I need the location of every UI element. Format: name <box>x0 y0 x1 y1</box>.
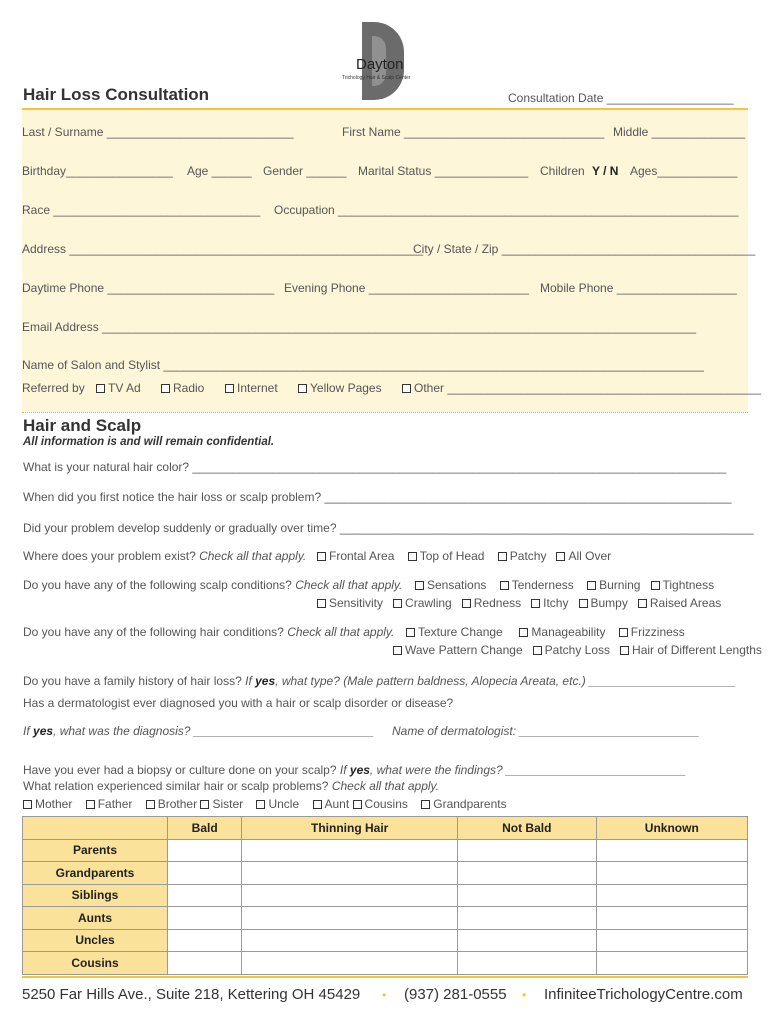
family-history-table <box>22 816 748 975</box>
question-text: Do you have any of the following hair conditions? <box>23 625 284 639</box>
address-row <box>22 242 756 258</box>
birth-row <box>22 164 748 180</box>
checkbox-icon[interactable] <box>317 599 326 608</box>
column-header: Unknown <box>596 817 747 840</box>
family-history-question[interactable]: Do you have a family history of hair loss? If yes, what type? (Male pattern baldness, Alopecia Areata, etc.) ______________________ <box>23 674 736 688</box>
checkbox-icon[interactable] <box>531 599 540 608</box>
table-cell[interactable] <box>596 952 747 975</box>
evening-phone-field[interactable]: Evening Phone ________________________ <box>284 281 529 295</box>
checkbox-icon[interactable] <box>313 800 322 809</box>
checkbox-icon[interactable] <box>317 552 326 561</box>
checkbox-icon[interactable] <box>96 384 105 393</box>
option[interactable]: Tenderness <box>500 578 574 592</box>
table-header-row <box>23 817 748 840</box>
bullet-icon: • <box>382 988 387 1002</box>
table-cell[interactable] <box>457 884 596 907</box>
column-header: Thinning Hair <box>242 817 458 840</box>
marital-status-field[interactable]: Marital Status ______________ <box>358 164 529 178</box>
relation-question: What relation experienced similar hair or scalp problems? Check all that apply. <box>23 779 439 793</box>
checkbox-icon[interactable] <box>408 552 417 561</box>
table-cell[interactable] <box>242 907 458 930</box>
children-label: Children <box>540 164 585 178</box>
option[interactable]: Wave Pattern Change <box>393 643 523 657</box>
table-cell[interactable] <box>457 929 596 952</box>
referral-option[interactable]: Yellow Pages <box>298 381 382 395</box>
table-cell[interactable] <box>168 884 242 907</box>
name-row <box>22 125 748 141</box>
question-text: Do you have any of the following scalp conditions? <box>23 578 292 592</box>
option[interactable]: Frizziness <box>619 625 685 639</box>
checkbox-icon[interactable] <box>225 384 234 393</box>
table-cell[interactable] <box>457 839 596 862</box>
scalp-options-2 <box>317 596 721 610</box>
check-all-note: Check all that apply. <box>199 549 307 563</box>
email-row <box>22 320 748 336</box>
page-title: Hair Loss Consultation <box>23 85 210 104</box>
divider-bottom <box>22 976 748 978</box>
option[interactable]: Itchy <box>531 596 568 610</box>
checkbox-icon[interactable] <box>298 384 307 393</box>
option[interactable]: Cousins <box>353 797 408 811</box>
age-field[interactable]: Age ______ <box>187 164 252 178</box>
table-cell[interactable] <box>242 929 458 952</box>
column-header: Not Bald <box>457 817 596 840</box>
mobile-phone-field[interactable]: Mobile Phone __________________ <box>540 281 737 295</box>
footer-address: 5250 Far Hills Ave., Suite 218, Kettering OH 45429 <box>22 986 361 1003</box>
referral-option[interactable]: TV Ad <box>96 381 141 395</box>
where-question <box>23 549 306 563</box>
notice-question[interactable]: When did you first notice the hair loss or scalp problem? _____________________________________________________________ <box>23 490 732 504</box>
table-cell[interactable] <box>168 929 242 952</box>
option[interactable]: All Over <box>556 549 611 563</box>
logo <box>330 22 440 104</box>
checkbox-icon[interactable] <box>161 384 170 393</box>
option[interactable]: Patchy <box>498 549 547 563</box>
section-title: Hair and Scalp <box>23 416 142 435</box>
option[interactable]: Manageability <box>519 625 605 639</box>
email-field[interactable]: Email Address _________________________________________________________________________________________ <box>22 320 697 334</box>
race-row <box>22 203 748 219</box>
option[interactable]: Father <box>86 797 133 811</box>
footer-website[interactable]: InfiniteeTrichologyCentre.com <box>544 986 743 1003</box>
option[interactable]: Raised Areas <box>638 596 721 610</box>
footer-phone[interactable]: (937) 281-0555 <box>404 986 507 1003</box>
salon-stylist-field[interactable]: Name of Salon and Stylist _________________________________________________________________________________ <box>22 358 704 372</box>
bullet-icon: • <box>522 988 527 1002</box>
column-header: Bald <box>168 817 242 840</box>
option[interactable]: Bumpy <box>579 596 628 610</box>
checkbox-icon[interactable] <box>393 646 402 655</box>
option[interactable]: Sensations <box>415 578 486 592</box>
row-header: Siblings <box>23 884 168 907</box>
row-header: Parents <box>23 839 168 862</box>
divider-dotted <box>22 412 748 413</box>
option[interactable]: Top of Head <box>408 549 485 563</box>
option[interactable]: Redness <box>462 596 521 610</box>
checkbox-icon[interactable] <box>533 646 542 655</box>
dermatologist-question: Has a dermatologist ever diagnosed you with a hair or scalp disorder or disease? <box>23 696 454 710</box>
option[interactable]: Patchy Loss <box>533 643 610 657</box>
checkbox-icon[interactable] <box>619 628 628 637</box>
checkbox-icon[interactable] <box>651 581 660 590</box>
first-name-field[interactable]: First Name ______________________________ <box>342 125 605 139</box>
check-all-note: Check all that apply. <box>331 779 439 793</box>
hair-options-1 <box>406 625 685 639</box>
daytime-phone-field[interactable]: Daytime Phone _________________________ <box>22 281 275 295</box>
table-cell[interactable] <box>596 929 747 952</box>
table-cell[interactable] <box>457 907 596 930</box>
children-yes-no[interactable]: Y / N <box>592 164 619 178</box>
option[interactable]: Texture Change <box>406 625 503 639</box>
phone-row <box>22 281 748 297</box>
option[interactable]: Burning <box>587 578 640 592</box>
option[interactable]: Aunt <box>313 797 350 811</box>
check-all-note: Check all that apply. <box>295 578 403 592</box>
checkbox-icon[interactable] <box>498 552 507 561</box>
referred-by-label: Referred by <box>22 381 85 395</box>
logo-name: Dayton <box>356 56 404 73</box>
table-cell[interactable] <box>168 839 242 862</box>
table-row <box>23 862 748 885</box>
confidential-note: All information is and will remain confidential. <box>23 436 275 448</box>
race-field[interactable]: Race _______________________________ <box>22 203 261 217</box>
checkbox-icon[interactable] <box>587 581 596 590</box>
checkbox-icon[interactable] <box>256 800 265 809</box>
table-corner <box>23 817 168 840</box>
table-row <box>23 839 748 862</box>
table-row <box>23 929 748 952</box>
option[interactable]: Crawling <box>393 596 452 610</box>
checkbox-icon[interactable] <box>146 800 155 809</box>
option[interactable]: Brother <box>146 797 197 811</box>
table-cell[interactable] <box>168 952 242 975</box>
option[interactable]: Hair of Different Lengths <box>620 643 762 657</box>
middle-name-field[interactable]: Middle ______________ <box>613 125 746 139</box>
checkbox-icon[interactable] <box>402 384 411 393</box>
table-cell[interactable] <box>168 862 242 885</box>
scalp-options-1 <box>415 578 714 592</box>
referral-option[interactable]: Radio <box>161 381 204 395</box>
table-cell[interactable] <box>242 862 458 885</box>
occupation-field[interactable]: Occupation ____________________________________________________________ <box>274 203 739 217</box>
table-cell[interactable] <box>242 884 458 907</box>
logo-tagline: Trichology Hair & Scalp Center <box>342 75 411 81</box>
table-cell[interactable] <box>596 884 747 907</box>
option[interactable]: Tightness <box>651 578 715 592</box>
hair-color-question[interactable]: What is your natural hair color? ________________________________________________________________________________ <box>23 460 727 474</box>
table-cell[interactable] <box>242 839 458 862</box>
birthday-field[interactable]: Birthday________________ <box>22 164 173 178</box>
hair-options-2 <box>393 643 762 657</box>
table-cell[interactable] <box>596 839 747 862</box>
option[interactable]: Sister <box>200 797 243 811</box>
relation-options <box>23 797 507 811</box>
row-header: Uncles <box>23 929 168 952</box>
consultation-date-field[interactable]: Consultation Date ___________________ <box>508 91 734 105</box>
table-cell[interactable] <box>596 862 747 885</box>
referral-option[interactable]: Internet <box>225 381 278 395</box>
table-row <box>23 884 748 907</box>
table-cell[interactable] <box>457 952 596 975</box>
checkbox-icon[interactable] <box>556 552 565 561</box>
develop-question[interactable]: Did your problem develop suddenly or gradually over time? ______________________________________________________________ <box>23 521 754 535</box>
checkbox-icon[interactable] <box>86 800 95 809</box>
check-all-note: Check all that apply. <box>287 625 395 639</box>
where-options <box>317 549 611 563</box>
row-header: Cousins <box>23 952 168 975</box>
option[interactable]: Frontal Area <box>317 549 394 563</box>
table-row <box>23 907 748 930</box>
checkbox-icon[interactable] <box>415 581 424 590</box>
diagnosis-question[interactable]: If yes, what was the diagnosis? ___________________________ <box>23 724 374 738</box>
scalp-question <box>23 578 402 592</box>
option[interactable]: Uncle <box>256 797 299 811</box>
gender-field[interactable]: Gender ______ <box>263 164 347 178</box>
checkbox-icon[interactable] <box>638 599 647 608</box>
option[interactable]: Mother <box>23 797 72 811</box>
ages-field[interactable]: Ages____________ <box>630 164 738 178</box>
option[interactable]: Sensitivity <box>317 596 383 610</box>
salon-row <box>22 358 748 374</box>
checkbox-icon[interactable] <box>23 800 32 809</box>
checkbox-icon[interactable] <box>462 599 471 608</box>
checkbox-icon[interactable] <box>500 581 509 590</box>
biopsy-question[interactable]: Have you ever had a biopsy or culture done on your scalp? If yes, what were the findings? ___________________________ <box>23 763 687 777</box>
question-text: Where does your problem exist? <box>23 549 196 563</box>
table-cell[interactable] <box>596 907 747 930</box>
checkbox-icon[interactable] <box>200 800 209 809</box>
option[interactable]: Grandparents <box>421 797 506 811</box>
checkbox-icon[interactable] <box>421 800 430 809</box>
table-cell[interactable] <box>457 862 596 885</box>
referral-option[interactable]: Other _______________________________________________ <box>402 381 761 395</box>
address-field[interactable]: Address _____________________________________________________ <box>22 242 424 256</box>
checkbox-icon[interactable] <box>393 599 402 608</box>
last-name-field[interactable]: Last / Surname ____________________________ <box>22 125 294 139</box>
dermatologist-name-field[interactable]: Name of dermatologist: ___________________________ <box>392 724 700 738</box>
row-header: Grandparents <box>23 862 168 885</box>
table-row <box>23 952 748 975</box>
referred-row <box>22 381 762 397</box>
table-cell[interactable] <box>168 907 242 930</box>
checkbox-icon[interactable] <box>519 628 528 637</box>
checkbox-icon[interactable] <box>353 800 362 809</box>
city-state-zip-field[interactable]: City / State / Zip ______________________________________ <box>413 242 756 256</box>
checkbox-icon[interactable] <box>579 599 588 608</box>
hair-conditions-question <box>23 625 394 639</box>
row-header: Aunts <box>23 907 168 930</box>
table-cell[interactable] <box>242 952 458 975</box>
checkbox-icon[interactable] <box>406 628 415 637</box>
checkbox-icon[interactable] <box>620 646 629 655</box>
